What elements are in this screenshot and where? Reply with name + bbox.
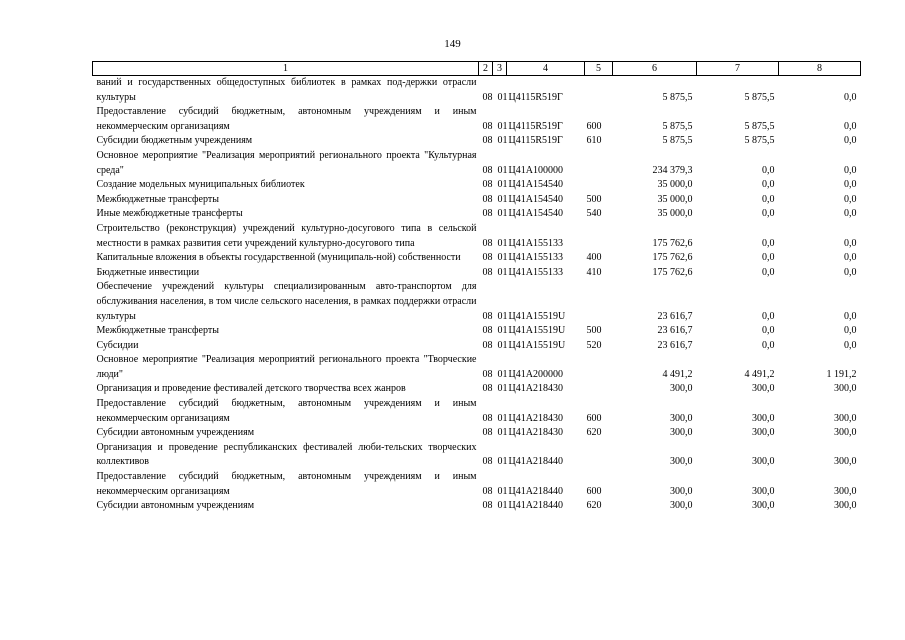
row-value-8: 0,0 [844, 179, 857, 191]
header-col-4: 4 [507, 62, 585, 76]
table-row [93, 339, 861, 354]
header-col-1: 1 [93, 62, 479, 76]
row-subsection-code: 01 [497, 208, 508, 220]
row-subsection-code: 01 [497, 325, 508, 337]
budget-table [92, 61, 861, 514]
row-expense-type: 620 [586, 427, 602, 439]
table-row [93, 207, 861, 222]
table-row [93, 266, 861, 281]
row-section-code: 08 [482, 456, 493, 468]
row-value-8: 0,0 [844, 120, 857, 132]
row-subsection-code: 01 [497, 485, 508, 497]
row-expense-type: 600 [586, 412, 602, 424]
header-row [93, 62, 861, 76]
row-value-7: 5 875,5 [744, 120, 775, 132]
row-value-8: 300,0 [834, 383, 857, 395]
table-row [93, 324, 861, 339]
row-value-7: 300,0 [752, 412, 775, 424]
row-value-6: 300,0 [670, 383, 693, 395]
row-section-code: 08 [482, 91, 493, 103]
row-target-code: Ц41A155133 [508, 252, 563, 264]
table-row [93, 193, 861, 208]
row-expense-type [585, 76, 613, 106]
row-value-6: 300,0 [670, 427, 693, 439]
row-target-code: Ц4115R519Г [508, 91, 563, 103]
row-subsection-code: 01 [497, 383, 508, 395]
row-target-code: Ц41A154540 [508, 193, 563, 205]
row-expense-type: 620 [586, 500, 602, 512]
row-subsection-code: 01 [497, 500, 508, 512]
page-number: 149 [444, 38, 461, 50]
row-value-7: 300,0 [752, 383, 775, 395]
row-expense-type: 600 [586, 120, 602, 132]
row-name: Основное мероприятие "Реализация мероприятий регионального проекта "Творческие люди" [96, 354, 477, 380]
row-value-8: 0,0 [844, 91, 857, 103]
row-target-code: Ц41A218430 [508, 427, 563, 439]
row-value-6: 175 762,6 [652, 237, 693, 249]
row-value-6: 175 762,6 [652, 252, 693, 264]
row-subsection-code: 01 [497, 310, 508, 322]
row-value-6: 5 875,5 [662, 135, 693, 147]
row-subsection-code: 01 [497, 179, 508, 191]
row-expense-type [585, 178, 613, 193]
row-value-7: 4 491,2 [744, 368, 775, 380]
header-col-6: 6 [613, 62, 697, 76]
row-value-8: 0,0 [844, 339, 857, 351]
row-value-6: 35 000,0 [657, 193, 693, 205]
row-name: Межбюджетные трансферты [96, 193, 219, 205]
row-value-8: 0,0 [844, 325, 857, 337]
row-name: Предоставление субсидий бюджетным, автономным учреждениям и иным некоммерческим организациям [96, 106, 477, 132]
table-row [93, 470, 861, 499]
row-target-code: Ц41A218440 [508, 500, 563, 512]
row-value-6: 23 616,7 [657, 325, 693, 337]
row-value-6: 175 762,6 [652, 266, 693, 278]
row-value-6: 300,0 [670, 485, 693, 497]
row-target-code: Ц41A154540 [508, 179, 563, 191]
row-section-code: 08 [482, 427, 493, 439]
row-subsection-code: 01 [497, 339, 508, 351]
table-row [93, 426, 861, 441]
row-name: Обеспечение учреждений культуры специализированным авто-транспортом для обслуживания населения, в том числе сельского населения, в рамках поддержки отрасли культуры [96, 281, 477, 322]
row-name: ваний и государственных общедоступных библиотек в рамках под-держки отрасли культуры [96, 77, 477, 103]
row-value-8: 300,0 [834, 412, 857, 424]
row-value-6: 300,0 [670, 500, 693, 512]
header-col-8: 8 [779, 62, 861, 76]
row-value-7: 300,0 [752, 500, 775, 512]
row-name: Субсидии автономным учреждениям [96, 427, 255, 439]
row-value-6: 23 616,7 [657, 339, 693, 351]
row-expense-type: 400 [586, 252, 602, 264]
row-expense-type [585, 441, 613, 470]
table-row [93, 178, 861, 193]
row-value-7: 300,0 [752, 485, 775, 497]
row-value-6: 23 616,7 [657, 310, 693, 322]
table-row [93, 441, 861, 470]
table-header [93, 62, 861, 76]
row-name: Создание модельных муниципальных библиотек [96, 179, 305, 191]
row-target-code: Ц4115R519Г [508, 120, 563, 132]
row-name: Субсидии автономным учреждениям [96, 500, 255, 512]
row-value-7: 300,0 [752, 427, 775, 439]
row-expense-type [585, 280, 613, 324]
row-section-code: 08 [482, 412, 493, 424]
row-section-code: 08 [482, 164, 493, 176]
row-section-code: 08 [482, 339, 493, 351]
row-subsection-code: 01 [497, 164, 508, 176]
row-value-7: 0,0 [762, 179, 775, 191]
row-value-8: 300,0 [834, 427, 857, 439]
row-name: Строительство (реконструкция) учреждений культурно-досугового типа в сельской местности в рамках развития сети учреждений культурно-досугового типа [96, 222, 477, 249]
row-value-6: 5 875,5 [662, 120, 693, 132]
row-value-8: 0,0 [844, 252, 857, 264]
row-name: Предоставление субсидий бюджетным, автономным учреждениям и иным некоммерческим организациям [96, 398, 477, 424]
table-row [93, 76, 861, 106]
row-expense-type: 600 [586, 485, 602, 497]
row-target-code: Ц41A218430 [508, 383, 563, 395]
row-name: Субсидии [96, 339, 139, 351]
row-target-code: Ц41A218440 [508, 485, 563, 497]
row-name: Предоставление субсидий бюджетным, автономным учреждениям и иным некоммерческим организациям [96, 471, 477, 497]
row-name: Капитальные вложения в объекты государственной (муниципаль-ной) собственности [96, 252, 461, 264]
row-value-7: 5 875,5 [744, 135, 775, 147]
row-expense-type: 520 [586, 339, 602, 351]
row-value-8: 0,0 [844, 164, 857, 176]
row-target-code: Ц41A15519U [508, 310, 566, 322]
row-expense-type: 500 [586, 193, 602, 205]
row-section-code: 08 [482, 383, 493, 395]
table-row [93, 222, 861, 251]
row-name: Иные межбюджетные трансферты [96, 208, 243, 220]
row-name: Субсидии бюджетным учреждениям [96, 135, 253, 147]
row-value-8: 1 191,2 [826, 368, 857, 380]
row-value-6: 5 875,5 [662, 91, 693, 103]
row-expense-type [585, 353, 613, 382]
row-section-code: 08 [482, 325, 493, 337]
row-value-7: 0,0 [762, 310, 775, 322]
row-value-6: 4 491,2 [662, 368, 693, 380]
row-expense-type [585, 222, 613, 251]
table-row [93, 353, 861, 382]
row-expense-type: 610 [586, 135, 602, 147]
row-subsection-code: 01 [497, 266, 508, 278]
row-target-code: Ц41A218430 [508, 412, 563, 424]
row-value-7: 0,0 [762, 164, 775, 176]
table-row [93, 499, 861, 514]
row-section-code: 08 [482, 266, 493, 278]
row-value-6: 300,0 [670, 456, 693, 468]
row-value-8: 0,0 [844, 135, 857, 147]
row-section-code: 08 [482, 179, 493, 191]
row-value-8: 300,0 [834, 500, 857, 512]
header-col-2: 2 [479, 62, 493, 76]
row-subsection-code: 01 [497, 120, 508, 132]
row-target-code: Ц41A100000 [508, 164, 563, 176]
row-subsection-code: 01 [497, 368, 508, 380]
row-value-7: 0,0 [762, 339, 775, 351]
header-col-5: 5 [585, 62, 613, 76]
row-subsection-code: 01 [497, 135, 508, 147]
row-subsection-code: 01 [497, 237, 508, 249]
row-section-code: 08 [482, 237, 493, 249]
row-value-7: 0,0 [762, 237, 775, 249]
row-section-code: 08 [482, 500, 493, 512]
row-value-8: 0,0 [844, 237, 857, 249]
row-target-code: Ц41A15519U [508, 325, 566, 337]
row-section-code: 08 [482, 135, 493, 147]
row-subsection-code: 01 [497, 412, 508, 424]
row-section-code: 08 [482, 208, 493, 220]
row-target-code: Ц41A154540 [508, 208, 563, 220]
table-body [93, 76, 861, 514]
row-subsection-code: 01 [497, 456, 508, 468]
row-subsection-code: 01 [497, 427, 508, 439]
row-value-8: 300,0 [834, 456, 857, 468]
row-target-code: Ц41A200000 [508, 368, 563, 380]
row-value-7: 0,0 [762, 266, 775, 278]
row-name: Организация и проведение республиканских фестивалей люби-тельских творческих коллективов [96, 441, 477, 468]
row-subsection-code: 01 [497, 193, 508, 205]
row-name: Бюджетные инвестиции [96, 266, 200, 278]
row-target-code: Ц41A155133 [508, 266, 563, 278]
row-subsection-code: 01 [497, 91, 508, 103]
table-row [93, 149, 861, 178]
row-expense-type: 540 [586, 208, 602, 220]
row-section-code: 08 [482, 252, 493, 264]
header-col-7: 7 [697, 62, 779, 76]
row-value-6: 35 000,0 [657, 179, 693, 191]
table-row [93, 280, 861, 324]
table-row [93, 397, 861, 426]
row-value-6: 234 379,3 [652, 164, 693, 176]
row-expense-type: 410 [586, 266, 602, 278]
row-name: Межбюджетные трансферты [96, 325, 219, 337]
row-subsection-code: 01 [497, 252, 508, 264]
row-value-7: 0,0 [762, 208, 775, 220]
row-section-code: 08 [482, 193, 493, 205]
row-section-code: 08 [482, 485, 493, 497]
row-value-8: 300,0 [834, 485, 857, 497]
row-value-7: 0,0 [762, 325, 775, 337]
table-row [93, 105, 861, 134]
row-expense-type [585, 149, 613, 178]
row-value-7: 5 875,5 [744, 91, 775, 103]
row-target-code: Ц41A15519U [508, 339, 566, 351]
row-target-code: Ц41A155133 [508, 237, 563, 249]
row-value-8: 0,0 [844, 310, 857, 322]
row-target-code: Ц41A218440 [508, 456, 563, 468]
table-row [93, 382, 861, 397]
row-value-8: 0,0 [844, 266, 857, 278]
row-value-8: 0,0 [844, 208, 857, 220]
row-value-6: 35 000,0 [657, 208, 693, 220]
row-section-code: 08 [482, 368, 493, 380]
table-row [93, 134, 861, 149]
row-name: Основное мероприятие "Реализация мероприятий регионального проекта "Культурная среда" [96, 149, 477, 176]
row-value-8: 0,0 [844, 193, 857, 205]
header-col-3: 3 [493, 62, 507, 76]
table-row [93, 251, 861, 266]
row-section-code: 08 [482, 310, 493, 322]
row-section-code: 08 [482, 120, 493, 132]
row-value-7: 0,0 [762, 252, 775, 264]
row-value-6: 300,0 [670, 412, 693, 424]
row-value-7: 300,0 [752, 456, 775, 468]
row-value-7: 0,0 [762, 193, 775, 205]
row-expense-type: 500 [586, 325, 602, 337]
row-target-code: Ц4115R519Г [508, 135, 563, 147]
row-name: Организация и проведение фестивалей детского творчества всех жанров [96, 383, 406, 395]
row-expense-type [585, 382, 613, 397]
